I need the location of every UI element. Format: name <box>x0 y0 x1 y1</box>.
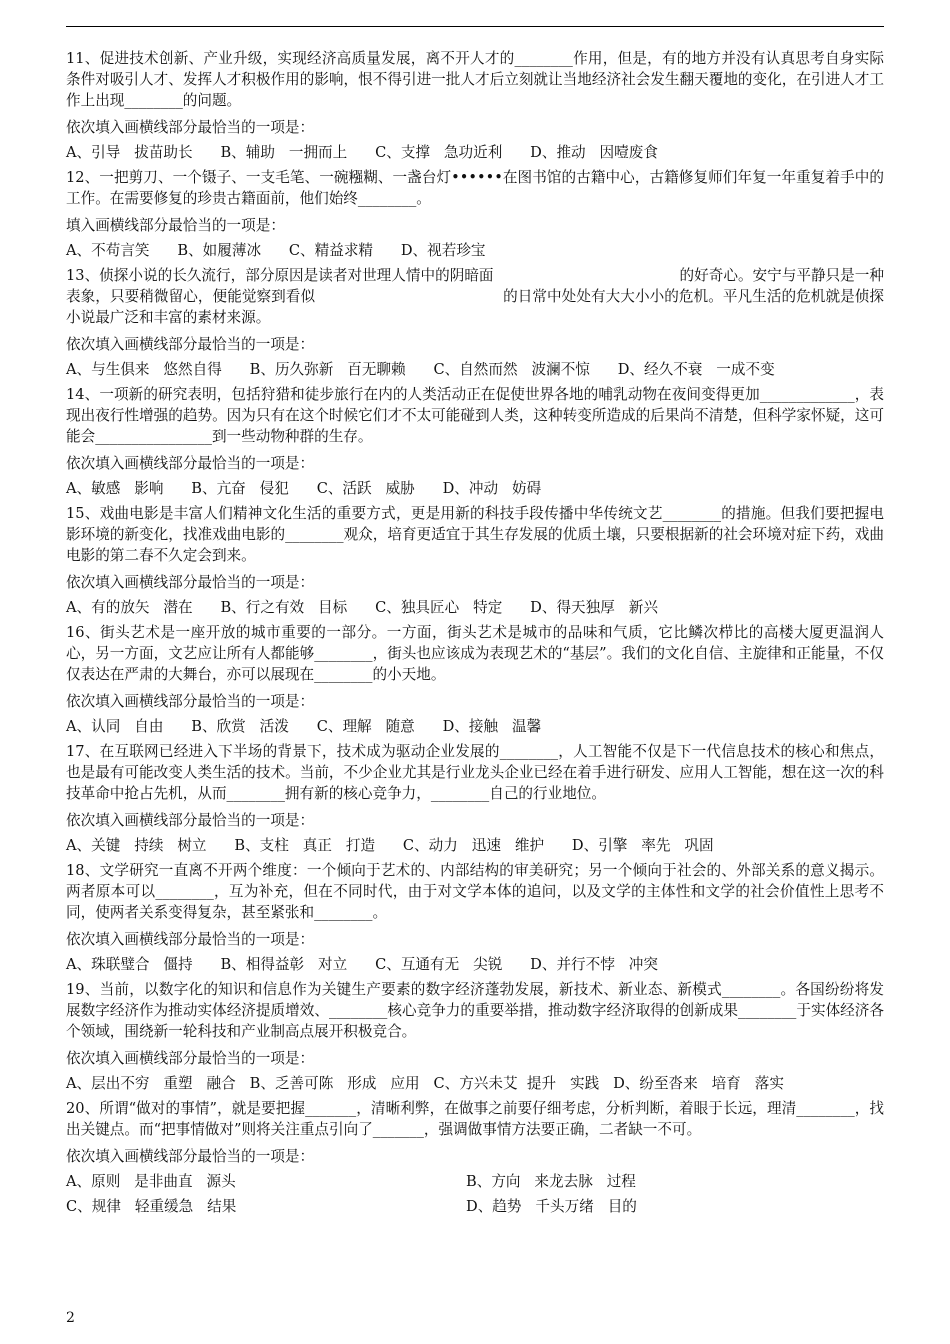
option-c: C、规律 轻重缓急 结果 <box>66 1198 237 1215</box>
question-text: 19、当前，以数字化的知识和信息作为关键生产要素的数字经济蓬勃发展，新技术、新业态、新模式________。各国纷纷将发展数字经济作为推动实体经济提质增效、________核心竞争力的重要举措，推动数字经济取得的创新成果________于实体经济各个领域，围绕新一轮科技和产业制高点展开积极竞合。 <box>66 981 884 1040</box>
question-18 <box>66 860 884 975</box>
question-20 <box>66 1098 884 1217</box>
answer-options: A、敏感 影响 B、亢奋 侵犯 C、活跃 威胁 D、冲动 妨碍 <box>66 480 542 497</box>
answer-options: A、关键 持续 树立 B、支柱 真正 打造 C、动力 迅速 维护 D、引擎 率先 巩固 <box>66 837 714 854</box>
question-12 <box>66 167 884 261</box>
question-text: 20、所谓“做对的事情”，就是要把握_______，清晰利弊，在做事之前要仔细考虑，分析判断，着眼于长远，理清________，找出关键点。而“把事情做对”则将关注重点引向了_______，强调做事情方法要正确，二者缺一不可。 <box>66 1100 884 1138</box>
question-17 <box>66 741 884 856</box>
answer-options: A、层出不穷 重塑 融合 B、乏善可陈 形成 应用 C、方兴未艾 提升 实践 D、纷至沓来 培育 落实 <box>66 1075 784 1092</box>
question-text: 16、街头艺术是一座开放的城市重要的一部分。一方面，街头艺术是城市的品味和气质，它比鳞次栉比的高楼大厦更温润人心，另一方面，文艺应让所有人都能够________，街头也应该成为表现艺术的“基层”。我们的文化自信、主旋律和正能量，不仅仅表达在严肃的大舞台，亦可以展现在________的小天地。 <box>66 624 884 683</box>
question-prompt: 依次填入画横线部分最恰当的一项是： <box>66 931 315 948</box>
question-text: 14、一项新的研究表明，包括狩猎和徒步旅行在内的人类活动正在促使世界各地的哺乳动物在夜间变得更加_____________，表现出夜行性增强的趋势。因为只有在这个时候它们才不太可能碰到人类，这种转变所造成的后果尚不清楚，但科学家怀疑，这可能会________________到一些动物种群的生存。 <box>66 386 884 445</box>
question-text: 15、戏曲电影是丰富人们精神文化生活的重要方式，更是用新的科技手段传播中华传统文艺________的措施。但我们要把握电影环境的新变化，找准戏曲电影的________观众，培育更适宜于其生存发展的优质土壤，只要根据新的社会环境对症下药，戏曲电影的第二春不久定会到来。 <box>66 505 884 564</box>
question-prompt: 依次填入画横线部分最恰当的一项是： <box>66 455 315 472</box>
question-prompt: 依次填入画横线部分最恰当的一项是： <box>66 119 315 136</box>
question-text: 17、在互联网已经进入下半场的背景下，技术成为驱动企业发展的________，人工智能不仅是下一代信息技术的核心和焦点，也是最有可能改变人类生活的技术。当前，不少企业尤其是行业龙头企业已经在着手进行研发、应用人工智能，想在这一次的科技革命中抢占先机，从而________拥有新的核心竞争力，________自己的行业地位。 <box>66 743 884 802</box>
question-text: 12、一把剪刀、一个镊子、一支毛笔、一碗糨糊、一盏台灯••••••在图书馆的古籍中心，古籍修复师们年复一年重复着手中的工作。在需要修复的珍贵古籍面前，他们始终________。 <box>66 169 884 207</box>
answer-options: A、与生俱来 悠然自得 B、历久弥新 百无聊赖 C、自然而然 波澜不惊 D、经久不衰 一成不变 <box>66 361 775 378</box>
answer-options: A、珠联璧合 僵持 B、相得益彰 对立 C、互通有无 尖锐 D、并行不悖 冲突 <box>66 956 658 973</box>
question-prompt: 填入画横线部分最恰当的一项是： <box>66 217 285 234</box>
question-text: 18、文学研究一直离不开两个维度：一个倾向于艺术的、内部结构的审美研究；另一个倾向于社会的、外部关系的意义揭示。两者原本可以________，互为补充，但在不同时代，由于对文学本体的追问，以及文学的主体性和文学的社会价值性上思考不同，使两者关系变得复杂，甚至紧张和________。 <box>66 862 884 921</box>
answer-options: A、引导 拔苗助长 B、辅助 一拥而上 C、支撑 急功近利 D、推动 因噎废食 <box>66 144 658 161</box>
header-rule <box>66 26 884 27</box>
answer-options-grid <box>66 1171 884 1217</box>
question-text: 13、侦探小说的长久流行，部分原因是读者对世理人情中的阴暗面 的好奇心。安宁与平静只是一种表象，只要稍微留心，便能觉察到看似 的日常中处处有大大小小的危机。平凡生活的危机就是侦探小说最广泛和丰富的素材来源。 <box>66 267 884 326</box>
option-b: B、方向 来龙去脉 过程 <box>466 1173 636 1190</box>
answer-options: A、认同 自由 B、欣赏 活泼 C、理解 随意 D、接触 温馨 <box>66 718 542 735</box>
answer-options: A、不苟言笑 B、如履薄冰 C、精益求精 D、视若珍宝 <box>66 242 486 259</box>
question-prompt: 依次填入画横线部分最恰当的一项是： <box>66 336 315 353</box>
answer-options: A、有的放矢 潜在 B、行之有效 目标 C、独具匠心 特定 D、得天独厚 新兴 <box>66 599 658 616</box>
question-13 <box>66 265 884 380</box>
question-16 <box>66 622 884 737</box>
question-prompt: 依次填入画横线部分最恰当的一项是： <box>66 693 315 710</box>
question-19 <box>66 979 884 1094</box>
question-14 <box>66 384 884 499</box>
question-prompt: 依次填入画横线部分最恰当的一项是： <box>66 812 315 829</box>
option-a: A、原则 是非曲直 源头 <box>66 1173 236 1190</box>
page-number: 2 <box>66 1310 75 1326</box>
question-15 <box>66 503 884 618</box>
question-prompt: 依次填入画横线部分最恰当的一项是： <box>66 1148 315 1165</box>
question-prompt: 依次填入画横线部分最恰当的一项是： <box>66 1050 315 1067</box>
question-list <box>66 48 884 1217</box>
question-11 <box>66 48 884 163</box>
option-d: D、趋势 千头万绪 目的 <box>466 1198 637 1215</box>
question-text: 11、促进技术创新、产业升级，实现经济高质量发展，离不开人才的________作用，但是，有的地方并没有认真思考自身实际条件对吸引人才、发挥人才积极作用的影响，恨不得引进一批人才后立刻就让当地经济社会发生翻天覆地的变化，在引进人才工作上出现________的问题。 <box>66 50 884 109</box>
question-prompt: 依次填入画横线部分最恰当的一项是： <box>66 574 315 591</box>
